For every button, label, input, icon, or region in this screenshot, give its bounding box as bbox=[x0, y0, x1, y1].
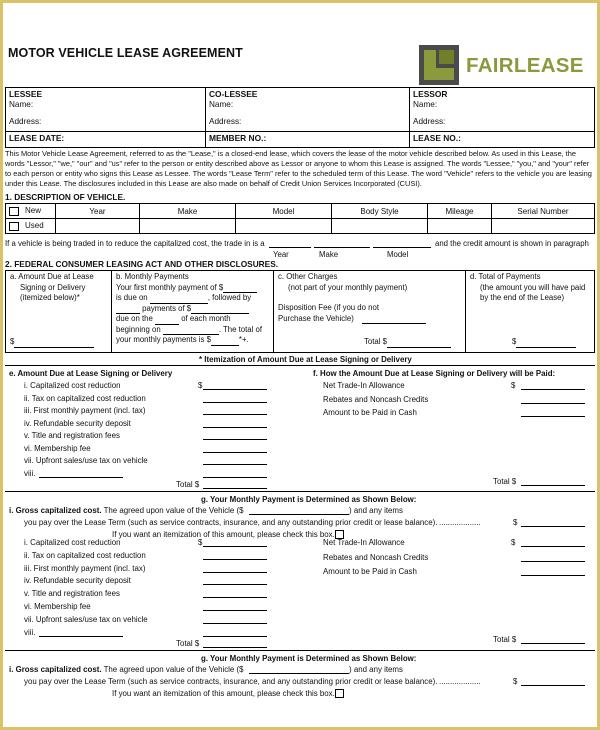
gross-cost2-text-end: ) and any items bbox=[349, 665, 403, 674]
make-field[interactable] bbox=[140, 219, 236, 234]
section-g-right-amount-field[interactable] bbox=[521, 575, 585, 576]
gross-cost-label: i. Gross capitalized cost. bbox=[9, 506, 102, 515]
monthly-payments-line5 bbox=[116, 325, 269, 336]
star-mark: *+. bbox=[238, 335, 249, 344]
other-charges-total-field[interactable] bbox=[387, 347, 451, 348]
lease-no-cell[interactable] bbox=[410, 132, 595, 148]
itemization-heading: * Itemization of Amount Due at Lease Signing or Delivery bbox=[199, 355, 412, 364]
fairlease-logo bbox=[419, 45, 591, 85]
section-f-dollar: $ bbox=[511, 381, 516, 390]
section-g-right-item: Amount to be Paid in Cash bbox=[323, 567, 417, 576]
disposition-fee-field[interactable] bbox=[362, 323, 426, 324]
gross-cost-field[interactable] bbox=[521, 526, 585, 527]
lessor-name-label: Name: bbox=[413, 100, 438, 109]
section-g-amount-field[interactable] bbox=[203, 610, 267, 611]
parties-table bbox=[5, 87, 595, 148]
total-payments-cell bbox=[466, 271, 595, 353]
intro-paragraph: This Motor Vehicle Lease Agreement, referred to as the "Lease," is a closed-end lease, which covers the lease of the motor vehicle described below. As used in this Lease, the words "Lessor," "we," "our" and "us" refer to the person or entity described above as Lessor or anyone to whom this Lease is assigned. The words "Lessee," "you," and "your" refer to each person or entity who signs this Lease as Lessee. The words "Lease Term" refer to the scheduled term of this Lease. The word "Vehicle" refers to the vehicle you are leasing under this Lease. The disclosures included in this Lease are also made on behalf of Credit Union Services Incorporated (CUSI). bbox=[5, 149, 592, 188]
amount-due-line3: (itemized below)* bbox=[20, 293, 80, 302]
colessee-cell[interactable] bbox=[206, 88, 410, 132]
fairlease-logo-icon bbox=[419, 45, 459, 85]
gross-cost2-line2: you pay over the Lease Term (such as service contracts, insurance, and any outstanding prior credit or lease balance). bbox=[24, 677, 438, 686]
colessee-label: CO-LESSEE bbox=[209, 89, 258, 99]
disclosures-table bbox=[5, 270, 595, 353]
itemize2-checkbox[interactable] bbox=[335, 689, 344, 698]
section-g-heading: g. Your Monthly Payment is Determined as Shown Below: bbox=[201, 495, 417, 504]
section-g-amount-field[interactable] bbox=[203, 584, 267, 585]
gross-cost2-text: The agreed upon value of the Vehicle ($ bbox=[103, 665, 244, 674]
section-g-right-amount-field[interactable] bbox=[521, 561, 585, 562]
section-g-item: iii. First monthly payment (incl. tax) bbox=[24, 563, 146, 573]
section-e-item: viii. bbox=[24, 468, 36, 478]
monthly-payments-line1 bbox=[116, 283, 269, 294]
vehicle-value2-field[interactable] bbox=[249, 673, 349, 674]
trade-in-year-label: Year bbox=[273, 250, 289, 259]
amount-due-value[interactable] bbox=[10, 337, 94, 348]
section-e-item: vi. Membership fee bbox=[24, 443, 91, 453]
document-title: MOTOR VEHICLE LEASE AGREEMENT bbox=[8, 46, 243, 60]
section-g2-heading: g. Your Monthly Payment is Determined as Shown Below: bbox=[201, 654, 417, 663]
section-g-item: iv. Refundable security deposit bbox=[24, 576, 131, 586]
section-e-amount-field[interactable] bbox=[203, 464, 267, 465]
member-no-cell[interactable] bbox=[206, 132, 410, 148]
total-payments-line3: by the end of the Lease) bbox=[480, 293, 565, 302]
section-g-item: i. Capitalized cost reduction bbox=[24, 538, 121, 547]
due-on-label: is due on bbox=[116, 293, 148, 302]
make-header: Make bbox=[140, 204, 236, 219]
section-g-dollar: $ bbox=[198, 538, 203, 547]
trade-in-make-label: Make bbox=[319, 250, 339, 259]
member-no-label: MEMBER NO.: bbox=[209, 133, 267, 143]
new-checkbox-cell[interactable] bbox=[6, 204, 56, 219]
section-g-second bbox=[5, 650, 595, 727]
colessee-name-label: Name: bbox=[209, 100, 234, 109]
other-charges-total-label: Total $ bbox=[364, 337, 387, 346]
section-g-item: ii. Tax on capitalized cost reduction bbox=[24, 550, 146, 560]
section-g-right-total-label: Total $ bbox=[493, 635, 517, 644]
section-f-item: Amount to be Paid in Cash bbox=[323, 408, 417, 417]
section-g-total-label: Total $ bbox=[176, 639, 200, 648]
gross-cost-line2: you pay over the Lease Term (such as service contracts, insurance, and any outstanding prior credit or lease balance). bbox=[24, 518, 438, 527]
model-field[interactable] bbox=[236, 219, 332, 234]
body-style-header: Body Style bbox=[332, 204, 428, 219]
section-e-dollar: $ bbox=[198, 381, 203, 390]
body-style-field[interactable] bbox=[332, 219, 428, 234]
lessor-address-label: Address: bbox=[413, 117, 446, 126]
section-e-item: vii. Upfront sales/use tax on vehicle bbox=[24, 456, 148, 465]
section-e-amount-field[interactable] bbox=[203, 389, 267, 390]
section-g-right-total-field[interactable] bbox=[521, 643, 585, 644]
monthly-payments-title: b. Monthly Payments bbox=[116, 272, 189, 281]
section-e-amount-field[interactable] bbox=[203, 402, 267, 403]
section-g-right-item: Net Trade-In Allowance bbox=[323, 538, 405, 547]
trade-in-end-text: and the credit amount is shown in paragraph bbox=[435, 239, 589, 248]
used-checkbox[interactable] bbox=[9, 222, 19, 231]
trade-in-model-label: Model bbox=[387, 250, 409, 259]
gross-cost-text-end: ) and any items bbox=[349, 506, 403, 515]
section-f-item: Rebates and Noncash Credits bbox=[323, 394, 429, 404]
gross-cost2-dollar: $ bbox=[513, 677, 518, 686]
trade-in-year-line[interactable] bbox=[269, 247, 311, 248]
section-f-amount-field[interactable] bbox=[521, 403, 585, 404]
lessee-label: LESSEE bbox=[9, 89, 43, 99]
section-f-heading: f. How the Amount Due at Lease Signing or Delivery will be Paid: bbox=[313, 369, 556, 378]
gross-cost-dollar: $ bbox=[513, 518, 518, 527]
section-e-item: iv. Refundable security deposit bbox=[24, 418, 131, 428]
lessee-cell[interactable] bbox=[6, 88, 206, 132]
used-checkbox-cell[interactable] bbox=[6, 219, 56, 234]
other-charges-cell bbox=[274, 271, 466, 353]
lease-no-label: LEASE NO.: bbox=[413, 133, 461, 143]
colessee-address-label: Address: bbox=[209, 117, 242, 126]
trade-in-model-line[interactable] bbox=[373, 247, 431, 248]
new-label: New bbox=[25, 206, 42, 216]
section-f-item: Net Trade-In Allowance bbox=[323, 381, 405, 390]
serial-number-field[interactable] bbox=[492, 219, 595, 234]
amount-due-cell bbox=[6, 271, 112, 353]
payments-of-label: payments of $ bbox=[142, 303, 192, 313]
trade-in-text: If a vehicle is being traded in to reduce the capitalized cost, the trade in is a bbox=[5, 239, 265, 248]
section-g-amount-field[interactable] bbox=[203, 572, 267, 573]
section-f-total-field[interactable] bbox=[521, 485, 585, 486]
purchase-vehicle-label: Purchase the Vehicle) bbox=[278, 313, 354, 323]
total-of-label: . The total of bbox=[218, 324, 263, 334]
total-payments-value bbox=[512, 337, 576, 348]
section-g-first bbox=[5, 491, 595, 651]
section-g-amount-field[interactable] bbox=[203, 597, 267, 598]
monthly-payments-line2 bbox=[116, 293, 269, 304]
monthly-payments-cell bbox=[112, 271, 274, 353]
section-e-heading: e. Amount Due at Lease Signing or Delivery bbox=[9, 369, 173, 378]
section-g-amount-field[interactable] bbox=[203, 636, 267, 637]
vehicle-value-field[interactable] bbox=[249, 514, 349, 515]
section-e-amount-field[interactable] bbox=[203, 452, 267, 453]
section-g-other-label-field[interactable] bbox=[39, 636, 123, 637]
gross-cost-text: The agreed upon value of the Vehicle ($ bbox=[103, 506, 244, 515]
other-charges-total bbox=[364, 337, 451, 348]
followed-by-label: , followed by bbox=[207, 293, 252, 302]
section-g-amount-field[interactable] bbox=[203, 546, 267, 547]
monthly-payments-line3 bbox=[116, 304, 269, 315]
amount-due-title: a. Amount Due at Lease bbox=[10, 272, 94, 281]
section-e-other-label-field[interactable] bbox=[39, 477, 123, 478]
lease-date-cell[interactable] bbox=[6, 132, 206, 148]
section-e-item: i. Capitalized cost reduction bbox=[24, 381, 121, 390]
total-payments-line2: (the amount you will have paid bbox=[480, 282, 586, 292]
disposition-fee-label: Disposition Fee (if you do not bbox=[278, 303, 379, 312]
section-g-item: vii. Upfront sales/use tax on vehicle bbox=[24, 614, 148, 624]
section-g-item: v. Title and registration fees bbox=[24, 589, 120, 599]
section-g-total-field[interactable] bbox=[203, 647, 267, 648]
section-f-amount-field[interactable] bbox=[521, 389, 585, 390]
amount-due-dollar: $ bbox=[10, 337, 15, 346]
section-e-f bbox=[5, 365, 595, 491]
gross-cost2-label: i. Gross capitalized cost. bbox=[9, 665, 102, 674]
section-e-amount-field[interactable] bbox=[203, 427, 267, 428]
year-header: Year bbox=[56, 204, 140, 219]
gross-cost2-dots: ................... bbox=[439, 677, 481, 686]
section-e-total-field[interactable] bbox=[203, 488, 267, 489]
section-g-right-amount-field[interactable] bbox=[521, 546, 585, 547]
section-e-amount-field[interactable] bbox=[203, 414, 267, 415]
monthly-payments-line6 bbox=[116, 335, 269, 346]
year-field[interactable] bbox=[56, 219, 140, 234]
used-label: Used bbox=[25, 221, 44, 231]
disclosures-heading: 2. FEDERAL CONSUMER LEASING ACT AND OTHER DISCLOSURES. bbox=[5, 259, 279, 269]
section-f-amount-field[interactable] bbox=[521, 416, 585, 417]
section-e-total-label: Total $ bbox=[176, 480, 200, 489]
of-each-month-label: of each month bbox=[181, 314, 231, 323]
section-g-right-dollar: $ bbox=[511, 538, 516, 547]
section-e-item: ii. Tax on capitalized cost reduction bbox=[24, 393, 146, 403]
monthly-payments-line4 bbox=[116, 314, 269, 325]
total-monthly-field[interactable] bbox=[211, 345, 239, 346]
lessor-cell[interactable] bbox=[410, 88, 595, 132]
section-e-item: v. Title and registration fees bbox=[24, 431, 120, 440]
section-g-right-item: Rebates and Noncash Credits bbox=[323, 552, 429, 562]
section-g-amount-field[interactable] bbox=[203, 623, 267, 624]
section-e-amount-field[interactable] bbox=[203, 477, 267, 478]
gross-cost2-field[interactable] bbox=[521, 685, 585, 686]
vehicle-section-heading: 1. DESCRIPTION OF VEHICLE. bbox=[5, 192, 126, 202]
other-charges-title: c. Other Charges bbox=[278, 272, 338, 281]
amount-due-line2: Signing or Delivery bbox=[20, 282, 86, 292]
amount-due-line bbox=[14, 347, 94, 348]
section-e-item: iii. First monthly payment (incl. tax) bbox=[24, 406, 146, 415]
total-payments-dollar: $ bbox=[512, 337, 517, 346]
first-payment-label: Your first monthly payment of $ bbox=[116, 282, 224, 292]
total-payments-field[interactable] bbox=[516, 347, 576, 348]
itemize2-text: If you want an itemization of this amount, please check this box. bbox=[112, 689, 335, 698]
lease-date-label: LEASE DATE: bbox=[9, 133, 65, 143]
section-e-amount-field[interactable] bbox=[203, 439, 267, 440]
lessee-address-label: Address: bbox=[9, 117, 42, 126]
other-charges-line2: (not part of your monthly payment) bbox=[288, 282, 408, 292]
total-monthly-label: your monthly payments is $ bbox=[116, 335, 211, 344]
lease-document-page bbox=[3, 3, 597, 727]
beginning-on-label: beginning on bbox=[116, 324, 161, 334]
section-g-amount-field[interactable] bbox=[203, 559, 267, 560]
fairlease-logo-text: FAIRLEASE bbox=[466, 54, 584, 77]
section-g-item: vi. Membership fee bbox=[24, 602, 91, 611]
total-payments-title: d. Total of Payments bbox=[470, 272, 541, 281]
trade-in-make-line[interactable] bbox=[314, 247, 370, 248]
model-header: Model bbox=[236, 204, 332, 219]
disposition-fee-line2 bbox=[278, 314, 461, 325]
lessee-name-label: Name: bbox=[9, 100, 34, 109]
itemize-text: If you want an itemization of this amount, please check this box. bbox=[112, 530, 335, 539]
section-f-total-label: Total $ bbox=[493, 477, 517, 486]
lessor-label: LESSOR bbox=[413, 89, 448, 99]
due-on-the-label: due on the bbox=[116, 314, 153, 323]
vehicle-table bbox=[5, 203, 595, 234]
serial-number-header: Serial Number bbox=[492, 204, 595, 219]
gross-cost-dots: ................... bbox=[439, 518, 481, 527]
mileage-header: Mileage bbox=[428, 204, 492, 219]
section-g-item: viii. bbox=[24, 627, 36, 637]
new-checkbox[interactable] bbox=[9, 207, 19, 216]
mileage-field[interactable] bbox=[428, 219, 492, 234]
